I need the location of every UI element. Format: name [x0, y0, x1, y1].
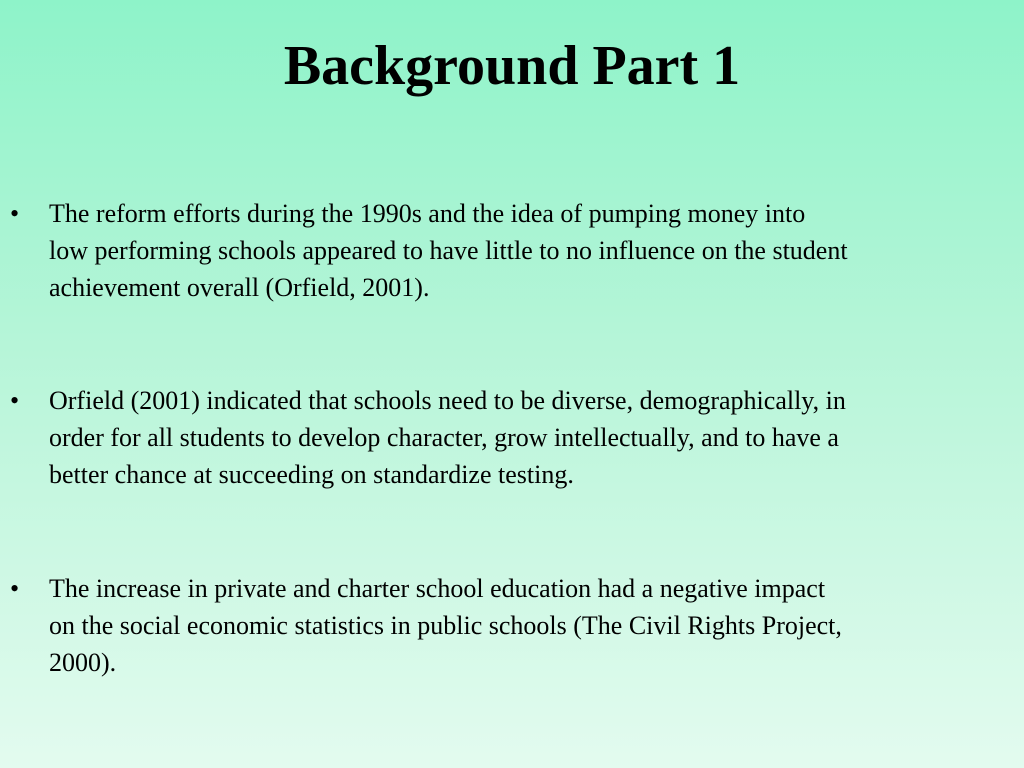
bullet-line: The increase in private and charter school education had a negative impact	[49, 574, 826, 603]
bullet-line: on the social economic statistics in public schools (The Civil Rights Project,	[49, 611, 842, 640]
bullet-line: achievement overall (Orfield, 2001).	[49, 273, 430, 302]
bullet-icon: •	[10, 574, 20, 603]
bullet-text	[49, 570, 1017, 681]
slide-title: Background Part 1	[283, 35, 741, 97]
bullet-text	[49, 195, 1017, 306]
bullet-line: 2000).	[49, 648, 117, 677]
bullet-text	[49, 382, 1017, 493]
bullet-line: low performing schools appeared to have little to no influence on the student	[49, 236, 848, 265]
bullet-icon: •	[10, 199, 20, 228]
bullet-line: order for all students to develop character, grow intellectually, and to have a	[49, 423, 839, 452]
bullet-line: Orfield (2001) indicated that schools need to be diverse, demographically, in	[49, 386, 846, 415]
bullet-icon: •	[10, 386, 20, 415]
bullet-line: better chance at succeeding on standardize testing.	[49, 460, 574, 489]
bullet-line: The reform efforts during the 1990s and the idea of pumping money into	[49, 199, 806, 228]
